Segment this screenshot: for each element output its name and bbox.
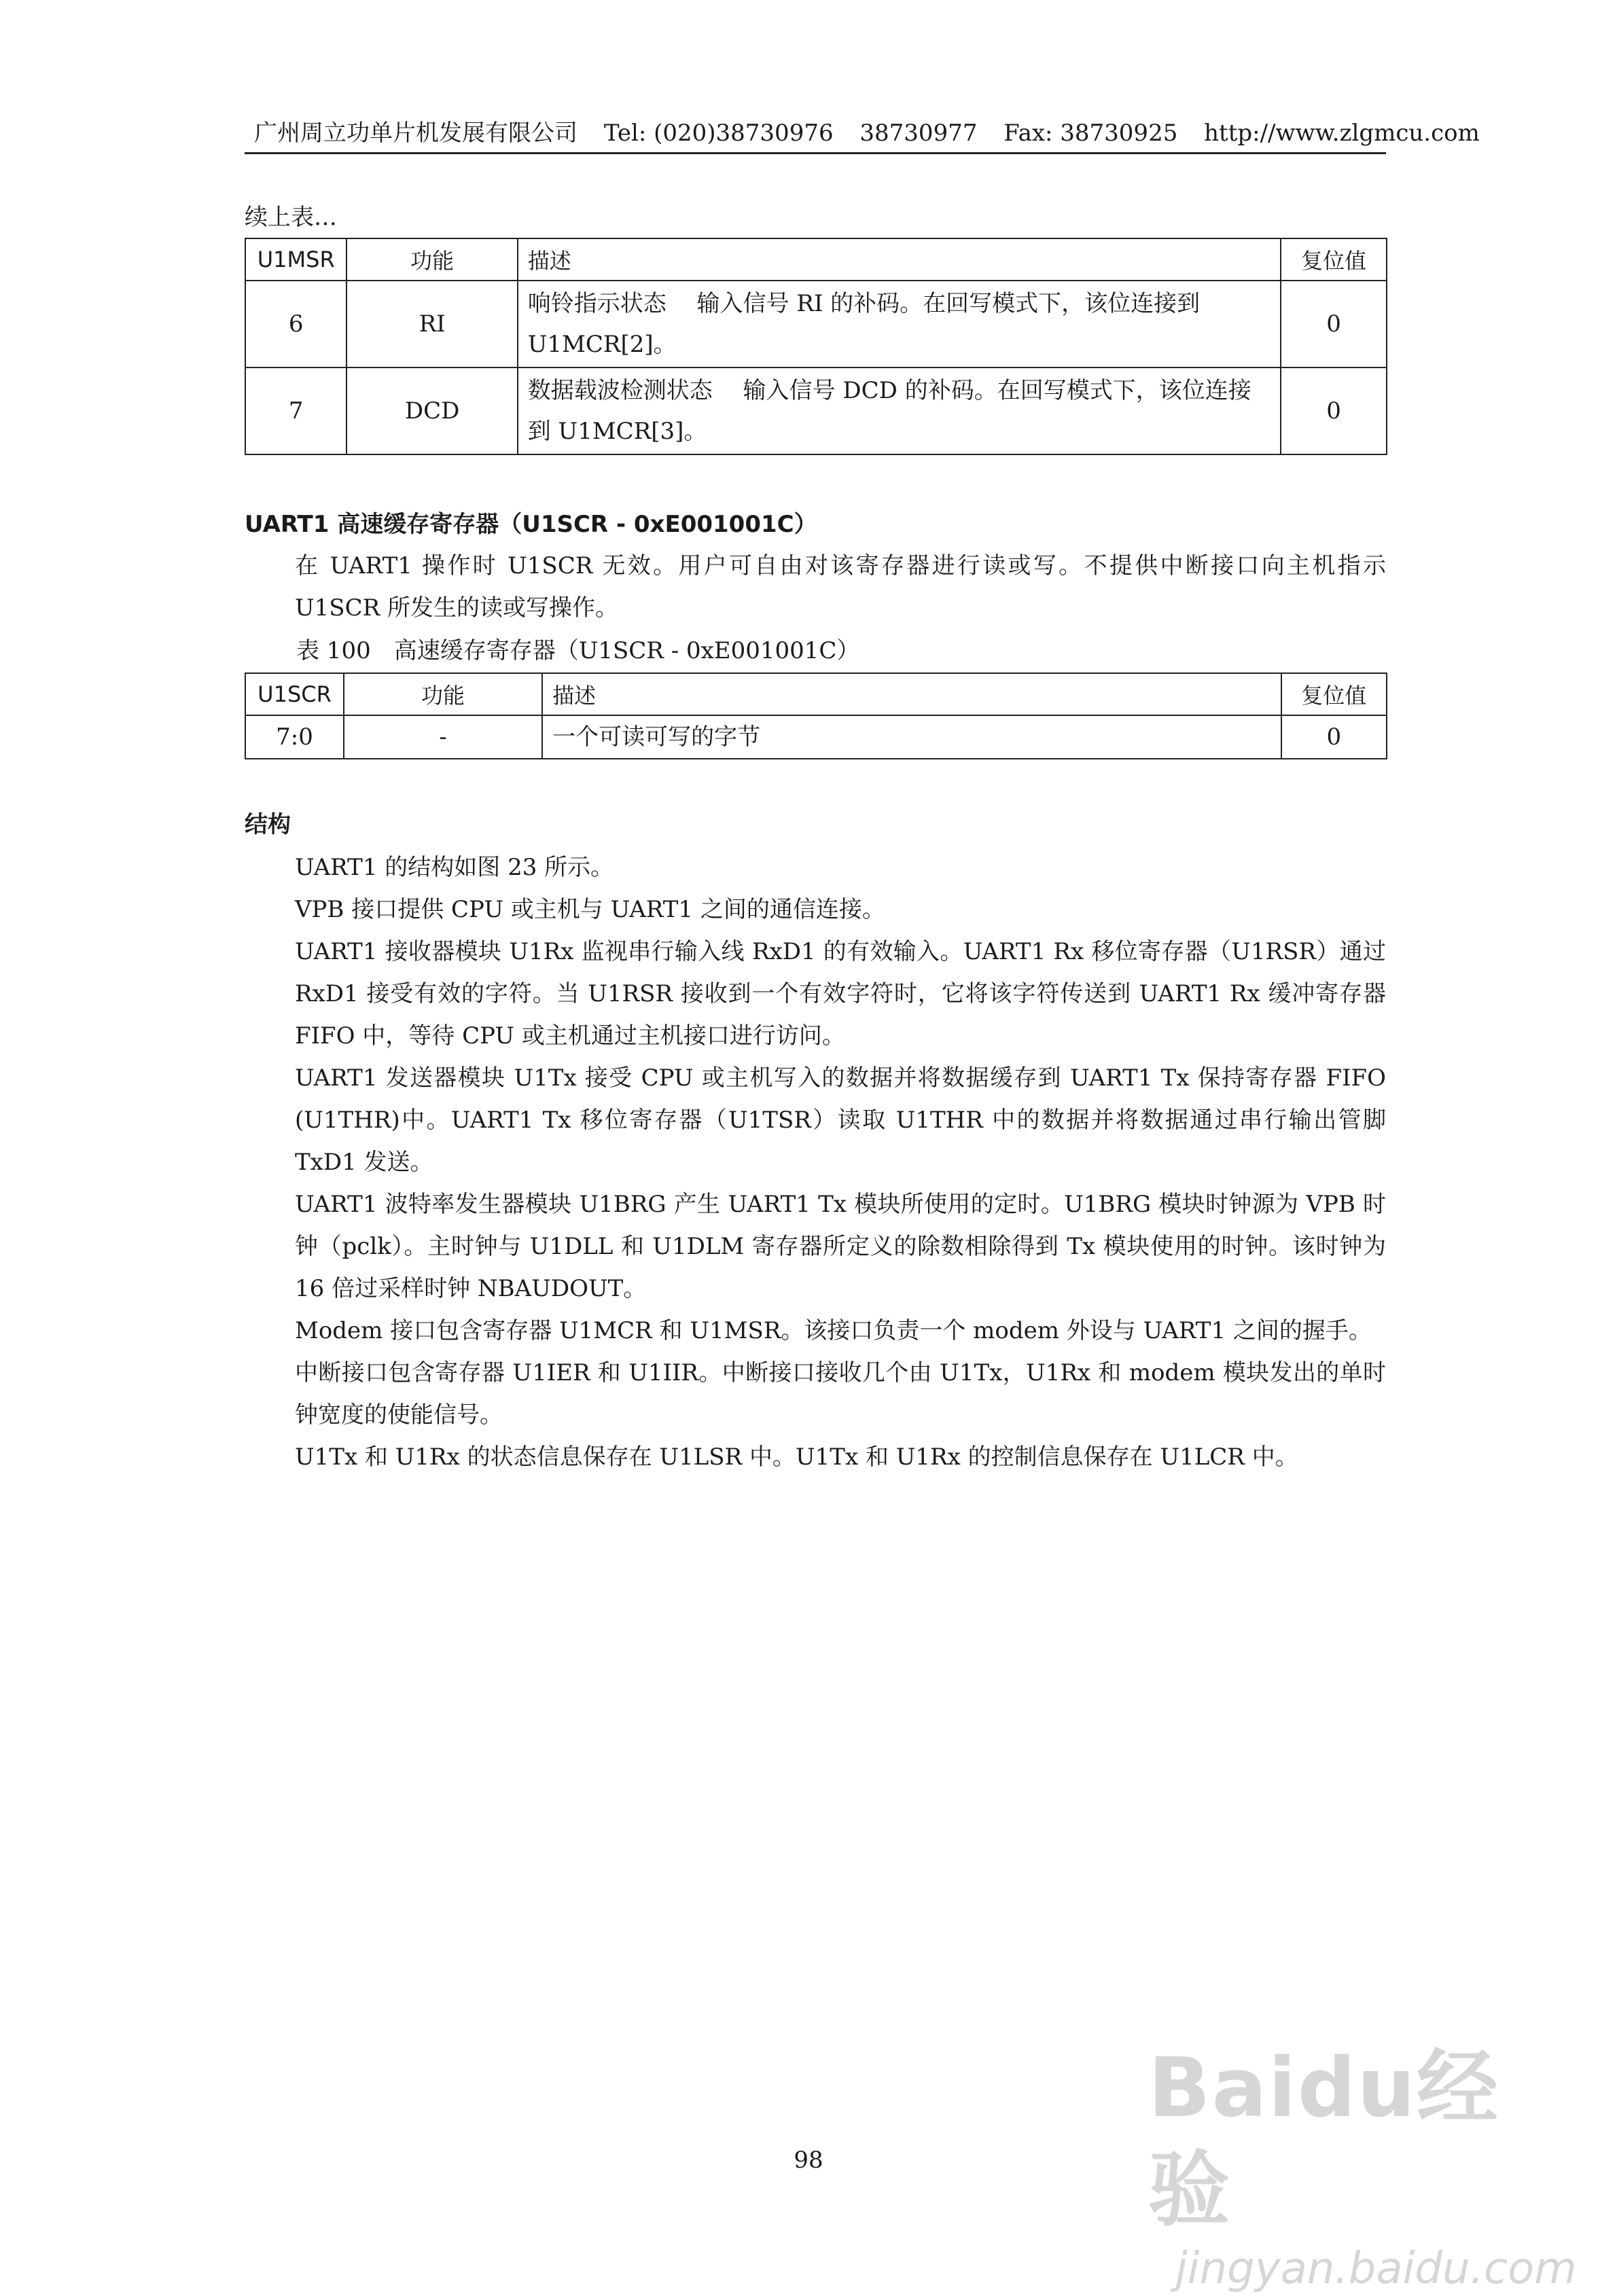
col-header-desc: 描述 <box>542 673 1281 715</box>
col-header-desc: 描述 <box>518 238 1281 281</box>
scr-paragraph-text: 在 UART1 操作时 U1SCR 无效。用户可自由对该寄存器进行读或写。不提供中断接口向主机指示 U1SCR 所发生的读或写操作。 <box>295 552 1386 622</box>
structure-paragraphs <box>245 846 1386 1478</box>
cell-bit: 7 <box>245 367 346 454</box>
scr-paragraph <box>245 545 1386 629</box>
cell-reset: 0 <box>1281 367 1387 454</box>
cell-reset: 0 <box>1281 281 1387 367</box>
structure-paragraph: VPB 接口提供 CPU 或主机与 UART1 之间的通信连接。 <box>295 896 885 923</box>
col-header-reset: 复位值 <box>1281 673 1387 715</box>
cell-desc-line1: 数据载波检测状态 输入信号 DCD 的补码。在回写模式下，该位连接 <box>527 377 1251 404</box>
col-header-bit: U1MSR <box>245 238 346 281</box>
table-row <box>245 715 1387 759</box>
u1msr-table <box>245 238 1387 455</box>
col-header-func: 功能 <box>346 238 517 281</box>
page-header <box>245 114 1480 154</box>
cell-desc-line1: 响铃指示状态 输入信号 RI 的补码。在回写模式下，该位连接到 <box>527 290 1201 317</box>
header-url: http://www.zlgmcu.com <box>1204 120 1480 147</box>
header-fax: Fax: 38730925 <box>1003 120 1178 147</box>
table-row <box>245 367 1387 454</box>
cell-bit: 7:0 <box>245 715 344 759</box>
structure-paragraph: UART1 波特率发生器模块 U1BRG 产生 UART1 Tx 模块所使用的定时。U1BRG 模块时钟源为 VPB 时钟（pclk）。主时钟与 U1DLL 和 U1DLM 寄存器所定义的除数相除得到 Tx 模块使用的时钟。该时钟为 16 倍过采样时钟 NBAUDOUT。 <box>295 1191 1386 1302</box>
watermark-url: jingyan.baidu.com <box>1175 2244 1577 2294</box>
baidu-watermark <box>1148 2038 1577 2294</box>
structure-paragraph: Modem 接口包含寄存器 U1MCR 和 U1MSR。该接口负责一个 modem 外设与 UART1 之间的握手。 <box>295 1317 1372 1344</box>
header-tel: Tel: (020)38730976 <box>603 120 834 147</box>
structure-paragraph: UART1 的结构如图 23 所示。 <box>295 854 614 881</box>
structure-paragraph: UART1 接收器模块 U1Rx 监视串行输入线 RxD1 的有效输入。UART1 Rx 移位寄存器（U1RSR）通过 RxD1 接受有效的字符。当 U1RSR 接收到一个有效字符时，它将该字符传送到 UART1 Rx 缓冲寄存器 FIFO 中，等待 CPU 或主机通过主机接口进行访问。 <box>295 938 1386 1050</box>
continued-label: 续上表… <box>245 204 337 231</box>
table-header-row <box>245 673 1387 715</box>
cell-func: - <box>344 715 542 759</box>
cell-desc-line2: 到 U1MCR[3]。 <box>527 418 707 445</box>
cell-desc: 一个可读可写的字节 <box>542 715 1281 759</box>
page-number: 98 <box>794 2147 823 2174</box>
cell-func: DCD <box>346 367 517 454</box>
col-header-reset: 复位值 <box>1281 238 1387 281</box>
header-company: 广州周立功单片机发展有限公司 <box>254 120 578 147</box>
col-header-bit: U1SCR <box>245 673 344 715</box>
cell-func: RI <box>346 281 517 367</box>
table-row <box>245 281 1387 367</box>
structure-paragraph: UART1 发送器模块 U1Tx 接受 CPU 或主机写入的数据并将数据缓存到 UART1 Tx 保持寄存器 FIFO (U1THR)中。UART1 Tx 移位寄存器（U1TSR）读取 U1THR 中的数据并将数据通过串行输出管脚 TxD1 发送。 <box>295 1064 1386 1176</box>
cell-desc <box>518 367 1281 454</box>
u1scr-table <box>245 672 1387 759</box>
watermark-logo: Baidu经验 <box>1148 2041 1499 2238</box>
structure-paragraph: 中断接口包含寄存器 U1IER 和 U1IIR。中断接口接收几个由 U1Tx，U1Rx 和 modem 模块发出的单时钟宽度的使能信号。 <box>295 1359 1386 1429</box>
structure-paragraph: U1Tx 和 U1Rx 的状态信息保存在 U1LSR 中。U1Tx 和 U1Rx 的控制信息保存在 U1LCR 中。 <box>295 1443 1298 1471</box>
cell-reset: 0 <box>1281 715 1387 759</box>
header-tel2: 38730977 <box>859 120 978 147</box>
table-caption: 表 100 高速缓存寄存器（U1SCR - 0xE001001C） <box>296 637 860 664</box>
cell-desc-line2: U1MCR[2]。 <box>527 331 677 358</box>
cell-desc <box>518 281 1281 367</box>
table-header-row <box>245 238 1387 281</box>
col-header-func: 功能 <box>344 673 542 715</box>
section-title-structure: 结构 <box>245 811 291 838</box>
section-title-scr: UART1 高速缓存寄存器（U1SCR - 0xE001001C） <box>245 511 817 538</box>
cell-bit: 6 <box>245 281 346 367</box>
